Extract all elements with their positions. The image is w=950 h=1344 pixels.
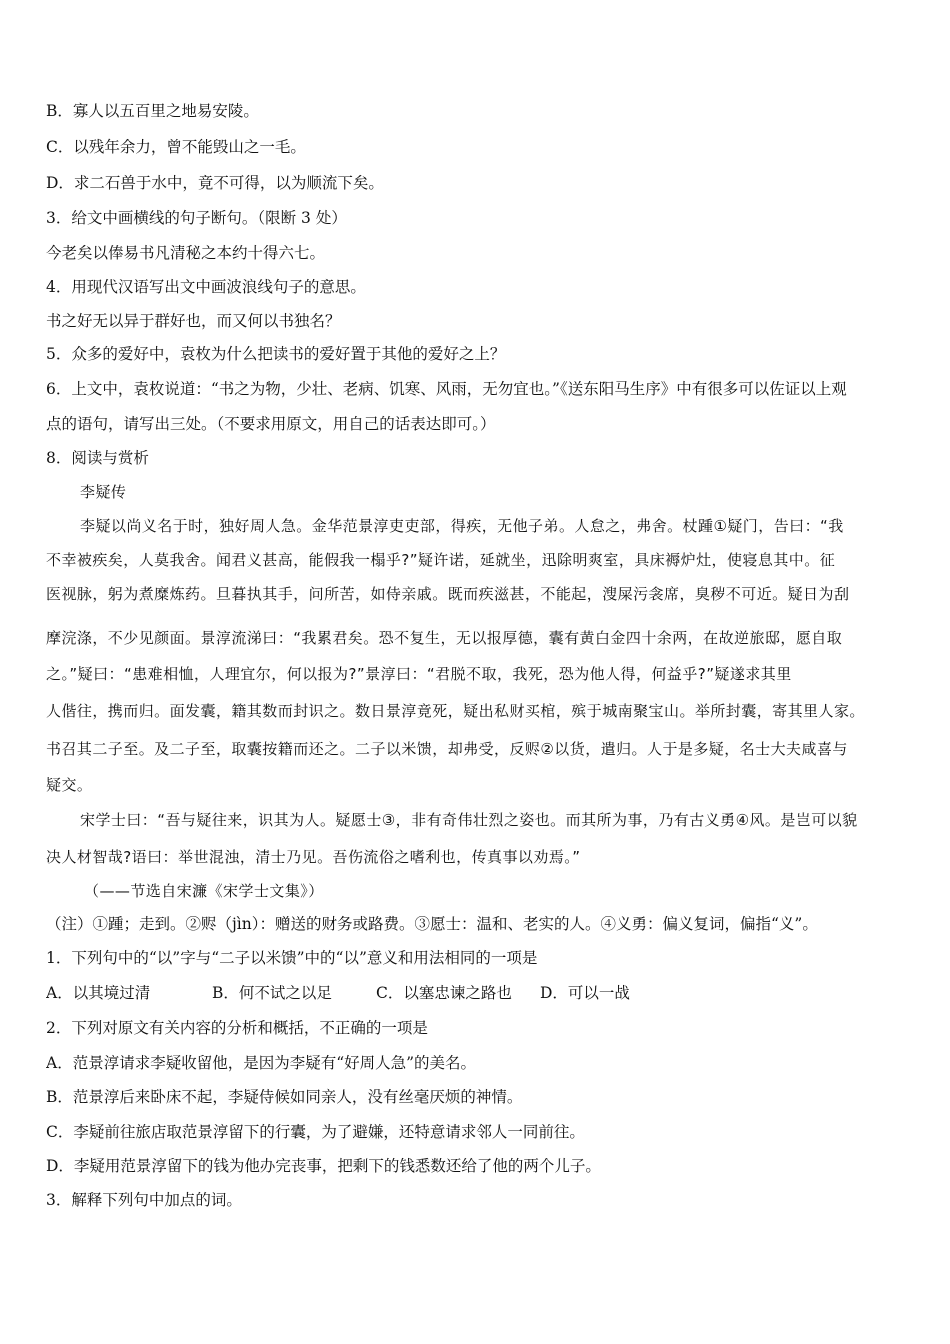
subq2-option-c: C．李疑前往旅店取范景淳留下的行囊，为了避嫌，还特意请求邻人一同前往。 bbox=[46, 1123, 585, 1141]
passage-line: 不幸被疾矣，人莫我舍。闻君义甚高，能假我一榻乎?”疑许诺，延就坐，迅除明爽室，具床褥炉灶，使寝息其中。征 bbox=[46, 551, 836, 569]
subq2-option-b: B．范景淳后来卧床不起，李疑侍候如同亲人，没有丝毫厌烦的神情。 bbox=[46, 1088, 523, 1106]
subq2-option-d: D．李疑用范景淳留下的钱为他办完丧事，把剩下的钱悉数还给了他的两个儿子。 bbox=[46, 1157, 601, 1175]
subq1-options bbox=[46, 982, 912, 1004]
subq1-option-b: B．何不试之以足 bbox=[212, 984, 332, 1002]
passage-line: 书召其二子至。及二子至，取囊按籍而还之。二子以米馈，却弗受，反赆②以货，遣归。人于是多疑，名士大夫咸喜与 bbox=[46, 740, 848, 758]
q6-line-2: 点的语句，请写出三处。（不要求用原文，用自己的话表达即可。） bbox=[46, 415, 496, 433]
prev-option-d: D．求二石兽于水中，竟不可得，以为顺流下矣。 bbox=[46, 174, 384, 192]
passage-line: 疑交。 bbox=[46, 776, 93, 794]
section-heading: 8．阅读与赏析 bbox=[46, 449, 149, 467]
subq2-prompt: 2．下列对原文有关内容的分析和概括，不正确的一项是 bbox=[46, 1019, 428, 1037]
passage-line: 医视脉，躬为煮糜炼药。旦暮执其手，问所苦，如侍亲戚。既而疾滋甚，不能起，溲屎污衾席，臭秽不可近。疑日为刮 bbox=[46, 585, 850, 603]
prev-option-c: C．以残年余力，曾不能毁山之一毛。 bbox=[46, 138, 306, 156]
subq1-option-c: C．以塞忠谏之路也 bbox=[376, 984, 512, 1002]
q4-sentence: 书之好无以异于群好也，而又何以书独名？ bbox=[46, 312, 341, 330]
passage-title: 李疑传 bbox=[80, 483, 127, 501]
passage-line: 人偕往，携而归。面发囊，籍其数而封识之。数日景淳竟死，疑出私财买棺，殡于城南聚宝山。举所封囊，寄其里人家。 bbox=[46, 702, 865, 720]
subq1-option-d: D．可以一战 bbox=[540, 984, 630, 1002]
subq3-prompt: 3．解释下列句中加点的词。 bbox=[46, 1191, 242, 1209]
passage-line: 决人材智哉?语曰：举世混浊，清士乃见。吾伤流俗之嗜利也，传真事以劝焉。” bbox=[46, 848, 581, 866]
passage-source: （——节选自宋濂《宋学士文集》） bbox=[84, 882, 324, 900]
prev-option-b: B．寡人以五百里之地易安陵。 bbox=[46, 102, 259, 120]
subq1-prompt: 1．下列句中的“以”字与“二子以米馈”中的“以”意义和用法相同的一项是 bbox=[46, 949, 538, 967]
passage-line: 李疑以尚义名于时，独好周人急。金华范景淳吏吏部，得疾，无他子弟。人怠之，弗舍。杖踵①疑门，告曰：“我 bbox=[80, 517, 844, 535]
q5-prompt: 5．众多的爱好中，袁枚为什么把读书的爱好置于其他的爱好之上？ bbox=[46, 345, 506, 363]
passage-line: 摩浣涤，不少见颜面。景淳流涕曰：“我累君矣。恐不复生，无以报厚德，囊有黄白金四十余两，在故逆旅邸，愿自取 bbox=[46, 629, 843, 647]
passage-line: 宋学士曰：“吾与疑往来，识其为人。疑愿士③，非有奇伟壮烈之姿也。而其所为事，乃有古义勇④风。是岂可以貌 bbox=[80, 811, 858, 829]
q6-line-1: 6．上文中，袁枚说道：“书之为物，少壮、老病、饥寒、风雨，无勿宜也。”《送东阳马生序》中有很多可以佐证以上观 bbox=[46, 380, 847, 398]
q3-sentence: 今老矣以俸易书凡清秘之本约十得六七。 bbox=[46, 244, 326, 262]
subq1-option-a: A．以其境过清 bbox=[46, 984, 151, 1002]
q3-prompt: 3．给文中画横线的句子断句。（限断 3 处） bbox=[46, 209, 347, 227]
passage-line: 之。”疑曰：“患难相恤，人理宜尔，何以报为?”景淳曰：“君脱不取，我死，恐为他人得，何益乎?”疑遂求其里 bbox=[46, 665, 792, 683]
subq2-option-a: A．范景淳请求李疑收留他，是因为李疑有“好周人急”的美名。 bbox=[46, 1054, 477, 1072]
q4-prompt: 4．用现代汉语写出文中画波浪线句子的意思。 bbox=[46, 278, 366, 296]
annotation-note: （注）①踵；走到。②赆（jìn）：赠送的财务或路费。③愿士：温和、老实的人。④义勇：偏义复词，偏指“义”。 bbox=[46, 915, 818, 933]
